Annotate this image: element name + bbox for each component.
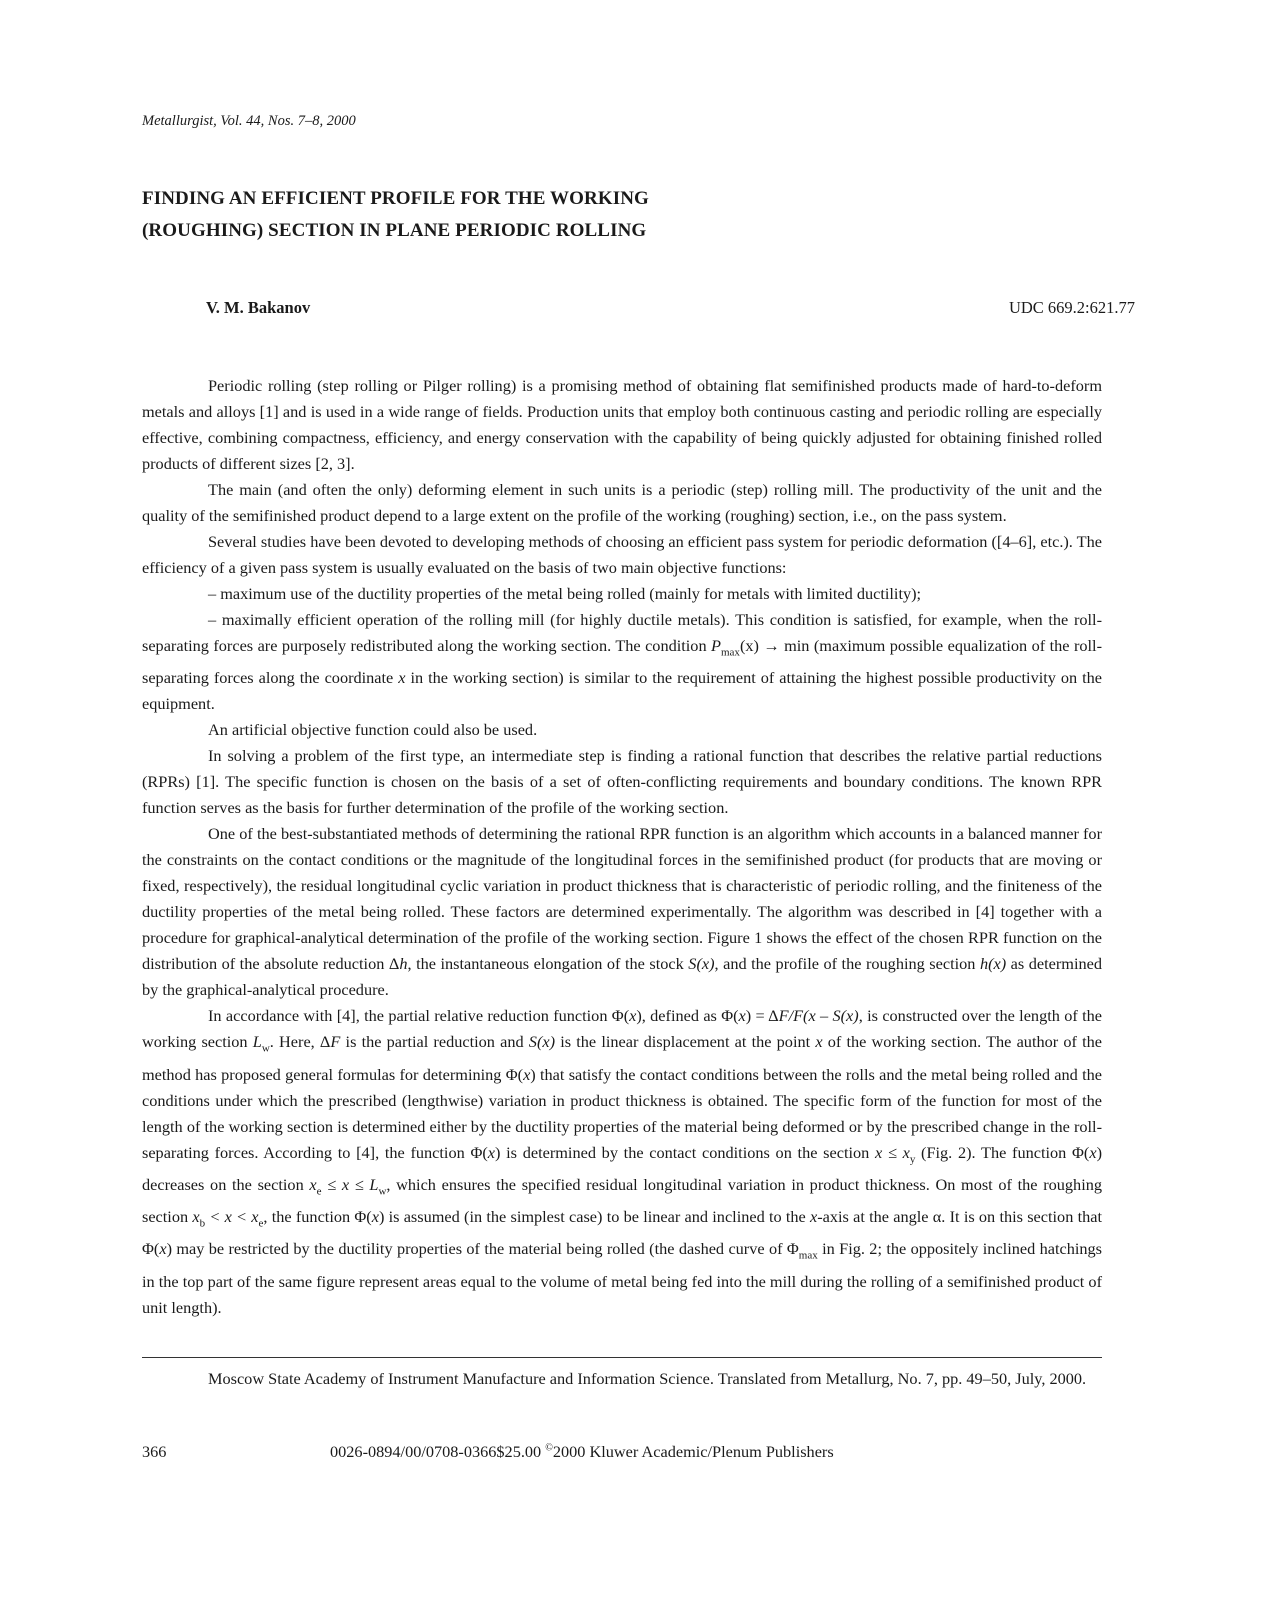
paragraph-7: In solving a problem of the first type, an intermediate step is finding a rational function that describes the relative partial reductions (RPRs) [1]. The specific function is chosen on the basis of a set of often-conflicting requirements and boundary conditions. The known RPR function serves as the basis for further determination of the profile of the working section. [142, 746, 1102, 818]
paragraph-2: The main (and often the only) deforming element in such units is a periodic (step) rolling mill. The productivity of the unit and the quality of the semifinished product depend to a large extent on the profile of the working (roughing) section, i.e., on the pass system. [142, 480, 1102, 525]
copyright-symbol: © [545, 1442, 553, 1454]
paragraph-1: Periodic rolling (step rolling or Pilger rolling) is a promising method of obtaining flat semifinished products made of hard-to-deform metals and alloys [1] and is used in a wide range of fields. Production units that employ both continuous casting and periodic rolling are especially effective, combining compactness, efficiency, and energy conservation with the capability of being quickly adjusted for obtaining finished rolled products of different sizes [2, 3]. [142, 376, 1102, 473]
copyright-line [330, 1442, 834, 1462]
paragraph-6: An artificial objective function could also be used. [208, 720, 538, 740]
paragraph-3: Several studies have been devoted to developing methods of choosing an efficient pass system for periodic deformation ([4–6], etc.). The efficiency of a given pass system is usually evaluated on the basis of two main objective functions: [142, 532, 1102, 577]
article-body [142, 373, 1102, 1321]
journal-citation: Metallurgist, Vol. 44, Nos. 7–8, 2000 [142, 113, 356, 129]
footnote-divider [142, 1357, 1102, 1358]
title-line-1: FINDING AN EFFICIENT PROFILE FOR THE WORKING [142, 188, 649, 209]
page-number: 366 [142, 1442, 167, 1461]
article-title [142, 183, 649, 247]
objective-item-1: – maximum use of the ductility properties of the metal being rolled (mainly for metals with limited ductility); [208, 584, 922, 603]
footnote-text: Moscow State Academy of Instrument Manufacture and Information Science. Translated from Metallurg, No. 7, pp. 49–50, July, 2000. [208, 1369, 1087, 1388]
title-line-2: (ROUGHING) SECTION IN PLANE PERIODIC ROLLING [142, 220, 647, 241]
paragraph-9: In accordance with [4], the partial relative reduction function Φ(x), defined as Φ(x) = ΔF/F(x – S(x), is constructed over the length of the working section $L_w$. Here, ΔF is the partial reduction and S(x) is the linear displacement at the point x of the working section. The author of the method has proposed general formulas for determining Φ(x) that satisfy the contact conditions between the rolls and the metal being rolled and the conditions under which the prescribed (lengthwise) variation in product thickness is obtained. The specific form of the function for most of the length of the working section is determined either by the ductility properties of the material being deformed or by the prescribed change in the roll-separating forces. According to [4], the function Φ(x) is determined by the contact conditions on the section $x \le x_y$ (Fig. 2). The function Φ(x) decreases on the section $x_e \le x \le L_w$, which ensures the specified residual longitudinal variation in product thickness. On most of the roughing section $x_b < x < x_e$, the function Φ(x) is assumed (in the simplest case) to be linear and inclined to the x-axis at the angle α. It is on this section that Φ(x) may be restricted by the ductility properties of the material being rolled (the dashed curve of $\Phi_{max}$ in Fig. 2; the oppositely inclined hatchings in the top part of the same figure represent areas equal to the volume of metal being fed into the mill during the rolling of a semifinished product of unit length). [142, 1006, 1103, 1317]
objective-item-2: – maximally efficient operation of the rolling mill (for highly ductile metals). This condition is satisfied, for example, when the roll-separating forces are purposely redistributed along the working section. The condition $P_{max}(x) \to \min$ (maximum possible equalization of the roll-separating forces along the coordinate x in the working section) is similar to the requirement of attaining the highest possible productivity on the equipment. [142, 610, 1102, 714]
footnote [142, 1366, 1102, 1391]
publisher: 2000 Kluwer Academic/Plenum Publishers [552, 1442, 834, 1461]
paragraph-8: One of the best-substantiated methods of determining the rational RPR function is an algorithm which accounts in a balanced manner for the constraints on the contact conditions or the magnitude of the longitudinal forces in the semifinished product (for products that are moving or fixed, respectively), the residual longitudinal cyclic variation in product thickness that is characteristic of periodic rolling, and the finiteness of the ductility properties of the metal being rolled. These factors are determined experimentally. The algorithm was described in [4] together with a procedure for graphical-analytical determination of the profile of the working section. Figure 1 shows the effect of the chosen RPR function on the distribution of the absolute reduction Δh, the instantaneous elongation of the stock S(x), and the profile of the roughing section h(x) as determined by the graphical-analytical procedure. [142, 824, 1102, 1000]
udc-code: UDC 669.2:621.77 [1008, 298, 1135, 317]
author-name: V. M. Bakanov [206, 298, 311, 317]
issn-code: 0026-0894/00/0708-0366$25.00 [330, 1442, 546, 1461]
